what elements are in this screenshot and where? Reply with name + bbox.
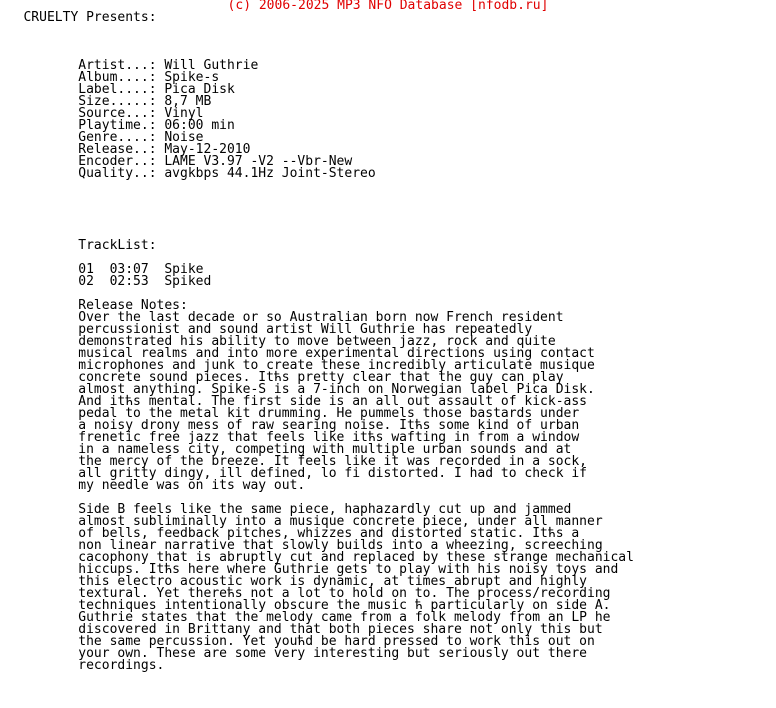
- nfo-line: pedal to the metal kit drumming. He pummels those bastards under: [0, 406, 580, 421]
- nfo-line: Album....: Spike-s: [0, 70, 220, 85]
- nfo-line: frenetic free jazz that feels like itћs wafting in from a window: [0, 430, 580, 445]
- nfo-line: Encoder..: LAME V3.97 -V2 --Vbr-New: [0, 154, 353, 169]
- nfo-line: Genre....: Noise: [0, 130, 204, 145]
- nfo-line: in a nameless city, competing with multiple urban sounds and at: [0, 442, 572, 457]
- nfo-line: [0, 36, 634, 48]
- nfo-line: Release Notes:: [0, 298, 188, 313]
- nfo-line: my needle was on its way out.: [0, 478, 306, 493]
- nfo-line: Size.....: 8,7 MB: [0, 94, 212, 109]
- nfo-line: recordings.: [0, 658, 165, 673]
- nfo-line: Playtime.: 06:00 min: [0, 118, 235, 133]
- nfo-line: percussionist and sound artist Will Guthrie has repeatedly: [0, 322, 533, 337]
- nfo-line: [0, 180, 634, 192]
- nfo-line: [0, 204, 634, 216]
- nfo-line: And itћs mental. The first side is an all out assault of kick-ass: [0, 394, 587, 409]
- nfo-line: of bells, feedback pitches, whizzes and distorted static. Itћs a: [0, 526, 580, 541]
- nfo-line: this electro acoustic work is dynamic, at times abrupt and highly: [0, 574, 587, 589]
- nfo-line: textural. Yet thereћs not a lot to hold on to. The process/recording: [0, 586, 611, 601]
- nfo-line: TrackList:: [0, 238, 157, 253]
- nfo-line: the same percussion. Yet youћd be hard pressed to work this out on: [0, 634, 595, 649]
- nfo-line: Quality..: avgkbps 44.1Hz Joint-Stereo: [0, 166, 376, 181]
- nfo-text: [0, 12, 634, 672]
- nfo-line: CRUELTY Presents:: [0, 10, 157, 25]
- nfo-line: Label....: Pica Disk: [0, 82, 235, 97]
- nfo-line: demonstrated his ability to move between jazz, rock and quite: [0, 334, 556, 349]
- nfo-line: the mercy of the breeze. It feels like it was recorded in a sock,: [0, 454, 587, 469]
- nfo-line: techniques intentionally obscure the music ћ particularly on side A.: [0, 598, 611, 613]
- nfo-line: discovered in Brittany and that both pieces share not only this but: [0, 622, 603, 637]
- nfo-line: 02 02:53 Spiked: [0, 274, 212, 289]
- nfo-line: [0, 216, 634, 228]
- nfo-line: all gritty dingy, ill defined, lo fi distorted. I had to check if: [0, 466, 587, 481]
- nfo-line: almost subliminally into a musique concrete piece, under all manner: [0, 514, 603, 529]
- nfo-line: Side B feels like the same piece, haphazardly cut up and jammed: [0, 502, 572, 517]
- copyright-banner: (c) 2006-2025 MP3 NFO Database [nfodb.ru]: [227, 0, 549, 13]
- nfo-line: your own. These are some very interesting but seriously out there: [0, 646, 587, 661]
- nfo-line: 01 03:07 Spike: [0, 262, 204, 277]
- nfo-line: Release..: May-12-2010: [0, 142, 251, 157]
- nfo-line: hiccups. Itћs here where Guthrie gets to play with his noisy toys and: [0, 562, 619, 577]
- nfo-line: [0, 24, 634, 36]
- nfo-line: Guthrie states that the melody came from a folk melody from an LP he: [0, 610, 611, 625]
- nfo-line: musical realms and into more experimental directions using contact: [0, 346, 595, 361]
- nfo-line: Artist...: Will Guthrie: [0, 58, 259, 73]
- nfo-line: [0, 192, 634, 204]
- nfo-line: a noisy drony mess of raw searing noise. Itћs some kind of urban: [0, 418, 580, 433]
- nfo-line: Source...: Vinyl: [0, 106, 204, 121]
- nfo-line: concrete sound pieces. Itћs pretty clear that the guy can play: [0, 370, 564, 385]
- nfo-line: non linear narrative that slowly builds into a wheezing, screeching: [0, 538, 603, 553]
- nfo-line: Over the last decade or so Australian born now French resident: [0, 310, 564, 325]
- nfo-line: microphones and junk to create these incredibly articulate musique: [0, 358, 595, 373]
- nfo-line: cacophony that is abruptly cut and replaced by these strange mechanical: [0, 550, 634, 565]
- nfo-line: almost anything. Spike-S is a 7-inch on Norwegian label Pica Disk.: [0, 382, 595, 397]
